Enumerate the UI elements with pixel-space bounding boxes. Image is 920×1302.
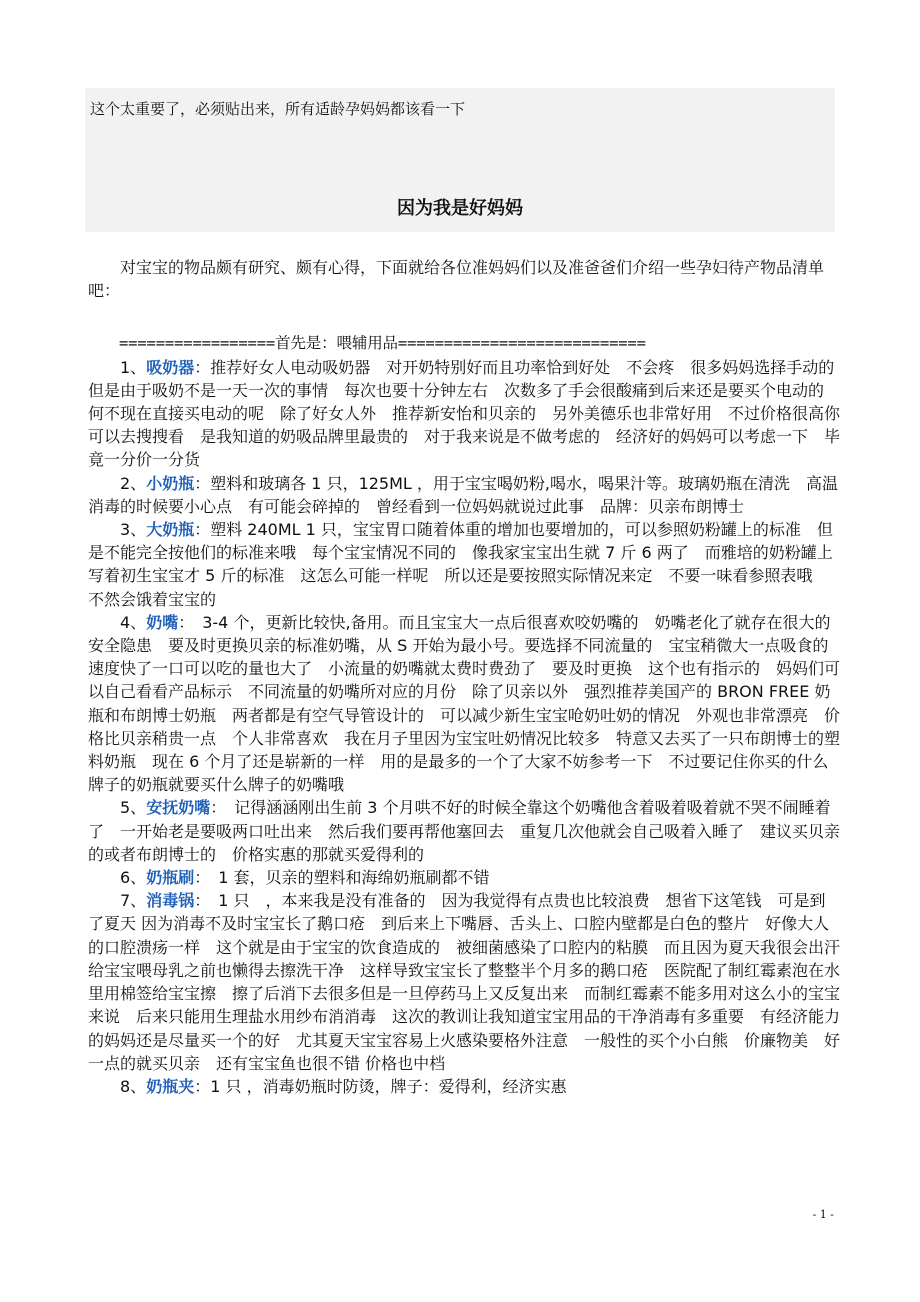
list-item — [88, 889, 840, 1075]
item-separator: ： — [194, 473, 211, 493]
item-number: 6、 — [120, 868, 147, 888]
list-item — [88, 356, 851, 472]
item-separator: ： — [194, 357, 211, 377]
item-number: 4、 — [120, 612, 147, 632]
page-number: - 1 - — [812, 1208, 834, 1221]
section-heading: =================首先是：喂辅用品=========================== — [119, 334, 646, 353]
article-body — [88, 256, 851, 1098]
item-separator: ： — [194, 868, 219, 888]
item-number: 8、 — [120, 1076, 147, 1096]
item-keyword: 小奶瓶 — [146, 473, 195, 493]
item-text: 1 只 ，消毒奶瓶时防烫，牌子：爱得利，经济实惠 — [210, 1076, 567, 1096]
list-item — [88, 611, 840, 797]
list-item — [88, 1075, 840, 1098]
item-text: 3-4 个，更新比较快,备用。而且宝宝大一点后很喜欢咬奶嘴的 奶嘴老化了就存在很大的安全隐患 要及时更换贝亲的标准奶嘴，从 S 开始为最小号。要选择不同流量的 宝宝稍微大一点吸食的速度快了一口可以吃的量也大了 小流量的奶嘴就太费时费劲了 要及时更换 这个也有指示的 妈妈们可以自己看看产品标示 不同流量的奶嘴所对应的月份 除了贝亲以外 强烈推荐美国产的 BRON FREE 奶瓶和布朗博士奶瓶 两者都是有空气导管设计的 可以减少新生宝宝呛奶吐奶的情况 外观也非常漂亮 价格比贝亲稍贵一点 个人非常喜欢 我在月子里因为宝宝吐奶情况比较多 特意又去买了一只布朗博士的塑料奶瓶 现在 6 个月了还是崭新的一样 用的是最多的一个了大家不妨参考一下 不过要记住你买的什么牌子的奶瓶就要买什么牌子的奶嘴哦 — [88, 612, 841, 795]
item-keyword: 奶嘴 — [146, 612, 179, 632]
list-item — [88, 796, 840, 866]
item-text: 塑料 240ML 1 只，宝宝胃口随着体重的增加也要增加的，可以参照奶粉罐上的标准 但是不能完全按他们的标准来哦 每个宝宝情况不同的 像我家宝宝出生就 7 斤 6 两了 而雅培的奶粉罐上写着初生宝宝才 5 斤的标准 这怎么可能一样呢 所以还是要按照实际情况来定 不要一味看参照表哦 不然会饿着宝宝的 — [88, 520, 833, 609]
item-text: 1 套，贝亲的塑料和海绵奶瓶刷都不错 — [218, 868, 490, 888]
list-item — [88, 472, 840, 518]
intro-paragraph: 对宝宝的物品颇有研究、颇有心得，下面就给各位准妈妈们以及准爸爸们介绍一些孕妇待产物品清单吧： — [88, 258, 825, 301]
item-separator: ： — [194, 1076, 211, 1096]
item-text: 推荐好女人电动吸奶器 对开奶特别好而且功率恰到好处 不会疼 很多妈妈选择手动的 但是由于吸奶不是一天一次的事情 每次也要十分钟左右 次数多了手会很酸痛到后来还是要买个电动的 何不现在直接买电动的呢 除了好女人外 推荐新安怡和贝亲的 另外美德乐也非常好用 不过价格很高你可以去搜搜看 是我知道的奶吸品牌里最贵的 对于我来说是不做考虑的 经济好的妈妈可以考虑一下 毕竟一分价一分货 — [88, 357, 851, 470]
spacer — [88, 302, 840, 332]
header-box — [85, 88, 835, 232]
item-keyword: 消毒锅 — [146, 891, 195, 911]
list-item — [88, 518, 840, 611]
list-item — [88, 866, 840, 889]
item-keyword: 安抚奶嘴 — [146, 798, 211, 818]
item-separator: ： — [210, 798, 235, 818]
item-number: 7、 — [120, 891, 147, 911]
item-number: 1、 — [120, 357, 147, 377]
item-number: 2、 — [120, 473, 147, 493]
item-number: 3、 — [120, 520, 147, 540]
item-separator: ： — [178, 612, 203, 632]
item-keyword: 吸奶器 — [146, 357, 195, 377]
item-keyword: 大奶瓶 — [146, 520, 195, 540]
item-separator: ： — [194, 891, 219, 911]
item-text: 记得涵涵刚出生前 3 个月哄不好的时候全靠这个奶嘴他含着吸着吸着就不哭不闹睡着了 一开始老是要吸两口吐出来 然后我们要再帮他塞回去 重复几次他就会自己吸着入睡了 建议买贝亲的或者布朗博士的 价格实惠的那就买爱得利的 — [88, 798, 841, 864]
item-keyword: 奶瓶刷 — [146, 868, 195, 888]
page-title: 因为我是好妈妈 — [397, 198, 523, 219]
item-separator: ： — [194, 520, 211, 540]
item-text: 塑料和玻璃各 1 只，125ML ，用于宝宝喝奶粉,喝水，喝果汁等。玻璃奶瓶在清洗 高温消毒的时候要小心点 有可能会碎掉的 曾经看到一位妈妈就说过此事 品牌：贝亲布朗博士 — [88, 473, 839, 516]
item-keyword: 奶瓶夹 — [146, 1076, 195, 1096]
item-number: 5、 — [120, 798, 147, 818]
intro-line: 这个太重要了，必须贴出来，所有适龄孕妈妈都该看一下 — [90, 100, 466, 118]
item-text: 1 只 ，本来我是没有准备的 因为我觉得有点贵也比较浪费 想省下这笔钱 可是到了夏天 因为消毒不及时宝宝长了鹅口疮 到后来上下嘴唇、舌头上、口腔内壁都是白色的整片 好像大人的口腔溃疡一样 这个就是由于宝宝的饮食造成的 被细菌感染了口腔内的粘膜 而且因为夏天我很会出汗给宝宝喂母乳之前也懒得去擦洗干净 这样导致宝宝长了整整半个月多的鹅口疮 医院配了制红霉素泡在水里用棉签给宝宝擦 擦了后消下去很多但是一旦停药马上又反复出来 而制红霉素不能多用对这么小的宝宝来说 后来只能用生理盐水用纱布消消毒 这次的教训让我知道宝宝用品的干净消毒有多重要 有经济能力的妈妈还是尽量买一个的好 尤其夏天宝宝容易上火感染要格外注意 一般性的买个小白熊 价廉物美 好一点的就买贝亲 还有宝宝鱼也很不错 价格也中档 — [88, 891, 841, 1073]
